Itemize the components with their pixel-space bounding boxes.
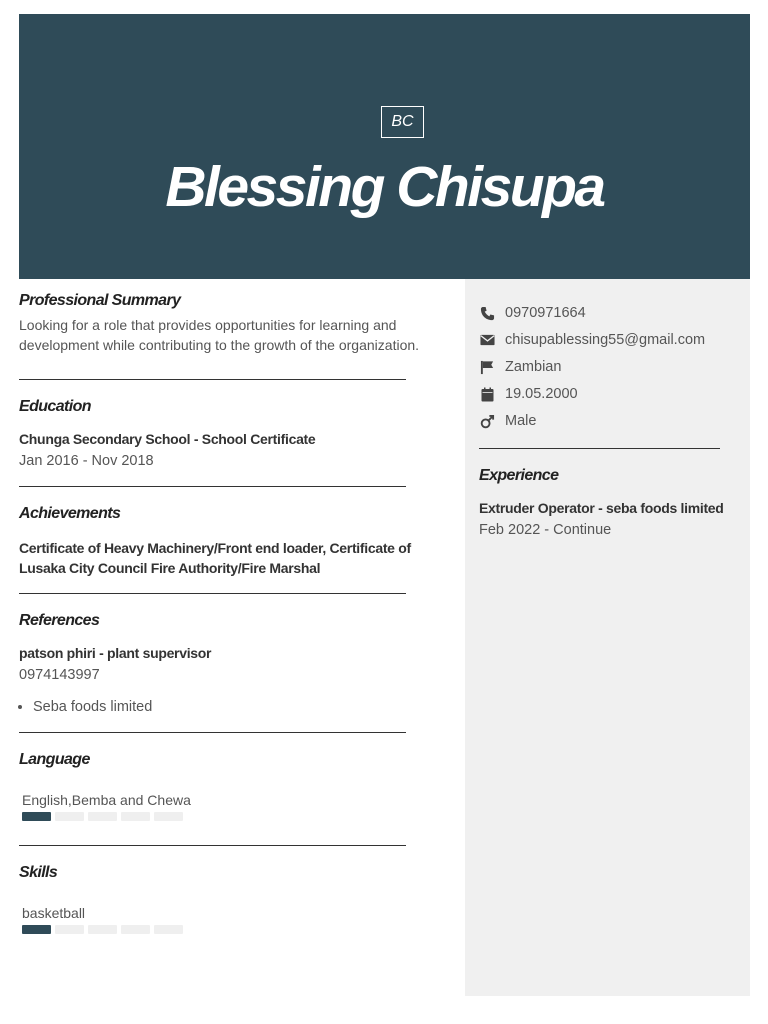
email-text: chisupablessing55@gmail.com — [505, 332, 706, 348]
candidate-name: Blessing Chisupa — [165, 155, 604, 219]
contact-email — [479, 332, 705, 348]
birthdate-text: 19.05.2000 — [505, 386, 578, 402]
language-level — [22, 812, 407, 821]
envelope-icon — [479, 332, 495, 348]
section-divider — [19, 732, 406, 733]
experience-dates: Feb 2022 - Continue — [479, 522, 612, 538]
flag-icon — [479, 359, 495, 375]
reference-list — [19, 699, 407, 715]
education-title: Education — [19, 398, 91, 415]
level-segment — [121, 925, 150, 934]
education-dates: Jan 2016 - Nov 2018 — [19, 453, 154, 469]
skill-item: basketball — [22, 905, 86, 921]
phone-text: 0970971664 — [505, 305, 586, 321]
level-segment — [22, 812, 51, 821]
language-section — [19, 751, 407, 821]
summary-section — [19, 292, 420, 355]
male-symbol-icon — [479, 413, 495, 429]
references-title: References — [19, 612, 100, 629]
gender-text: Male — [505, 413, 537, 429]
experience-entry: Extruder Operator - seba foods limited — [479, 500, 724, 516]
skills-section — [19, 864, 407, 934]
list-item: • Seba foods limited — [33, 699, 407, 715]
skills-title: Skills — [19, 864, 58, 881]
initials-monogram: BC — [381, 106, 424, 138]
reference-name: patson phiri - plant supervisor — [19, 645, 212, 661]
level-segment — [55, 925, 84, 934]
level-segment — [22, 925, 51, 934]
achievements-section — [19, 505, 411, 578]
contact-gender — [479, 413, 536, 429]
section-divider — [19, 593, 406, 594]
main-column — [19, 279, 420, 934]
level-segment — [55, 812, 84, 821]
level-segment — [88, 812, 117, 821]
achievements-title: Achievements — [19, 505, 121, 522]
level-segment — [154, 925, 183, 934]
references-section — [19, 612, 407, 715]
section-divider — [19, 845, 406, 846]
experience-title: Experience — [479, 467, 559, 484]
summary-title: Professional Summary — [19, 292, 181, 309]
level-segment — [154, 812, 183, 821]
language-item: English,Bemba and Chewa — [22, 792, 191, 808]
education-section — [19, 398, 407, 469]
level-segment — [88, 925, 117, 934]
resume-header — [19, 14, 750, 279]
section-divider — [19, 486, 406, 487]
skill-level — [22, 925, 407, 934]
level-segment — [121, 812, 150, 821]
nationality-text: Zambian — [505, 359, 562, 375]
section-divider — [19, 379, 406, 380]
contact-phone — [479, 305, 586, 321]
summary-text: Looking for a role that provides opportunities for learning and development while contributing to the growth of the organization. — [19, 317, 420, 353]
achievements-text: Certificate of Heavy Machinery/Front end loader, Certificate of Lusaka City Council Fire Authority/Fire Marshal — [19, 540, 411, 576]
phone-icon — [479, 305, 495, 321]
education-entry: Chunga Secondary School - School Certificate — [19, 431, 316, 447]
reference-phone: 0974143997 — [19, 667, 100, 683]
contact-nationality — [479, 359, 561, 375]
contact-birthdate — [479, 386, 578, 402]
experience-section — [479, 467, 739, 538]
sidebar-divider — [479, 448, 720, 449]
calendar-icon — [479, 386, 495, 402]
language-title: Language — [19, 751, 90, 768]
